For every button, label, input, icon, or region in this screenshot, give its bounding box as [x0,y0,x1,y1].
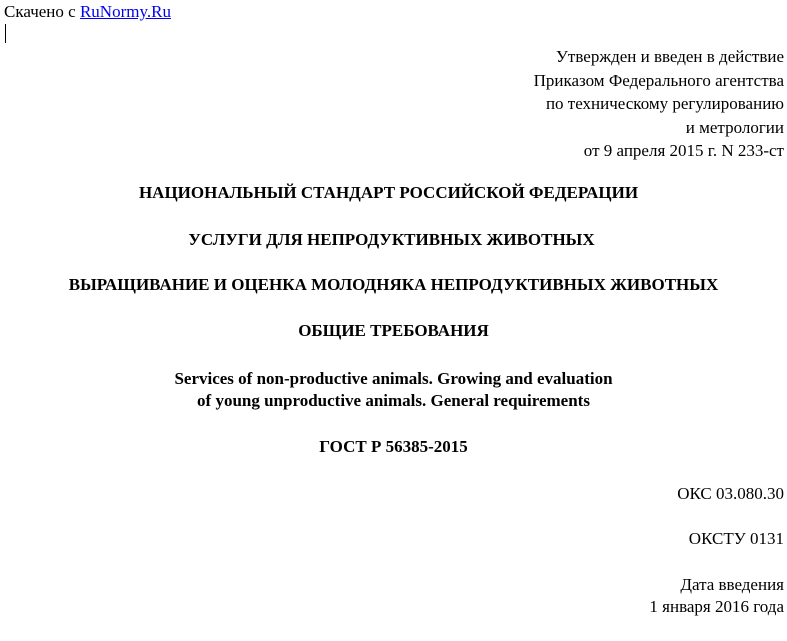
okstu-code: ОКСТУ 0131 [688,529,784,548]
requirements-heading: ОБЩИЕ ТРЕБОВАНИЯ [298,321,489,340]
text-cursor [5,24,6,43]
runormy-link[interactable]: RuNormy.Ru [79,2,171,21]
introduction-date-label: Дата введения [680,575,784,594]
subject-heading: ВЫРАЩИВАНИЕ И ОЦЕНКА МОЛОДНЯКА НЕПРОДУКТИВНЫХ ЖИВОТНЫХ [68,275,719,294]
services-heading: УСЛУГИ ДЛЯ НЕПРОДУКТИВНЫХ ЖИВОТНЫХ [188,230,595,249]
approval-line: по техническому регулированию [545,94,784,113]
introduction-date-block [649,574,784,618]
approval-line: и метрологии [685,117,784,137]
english-title-line-1: Services of non-productive animals. Growing and evaluation [174,369,613,388]
download-prefix-text: Скачено с [4,2,80,21]
approval-block [424,45,784,163]
approval-line: от 9 апреля 2015 г. N 233-ст [583,141,784,160]
english-title [0,368,787,412]
english-title-line-2: of young unproductive animals. General requirements [197,391,590,410]
approval-line: Утвержден и введен в действие [555,47,784,66]
gost-designation: ГОСТ Р 56385-2015 [319,437,468,456]
oks-code: ОКС 03.080.30 [677,484,784,503]
download-source-line [4,2,171,22]
approval-line: Приказом Федерального агентства [533,70,784,90]
standard-type-heading: НАЦИОНАЛЬНЫЙ СТАНДАРТ РОССИЙСКОЙ ФЕДЕРАЦИИ [138,183,639,202]
introduction-date-value: 1 января 2016 года [649,597,784,616]
